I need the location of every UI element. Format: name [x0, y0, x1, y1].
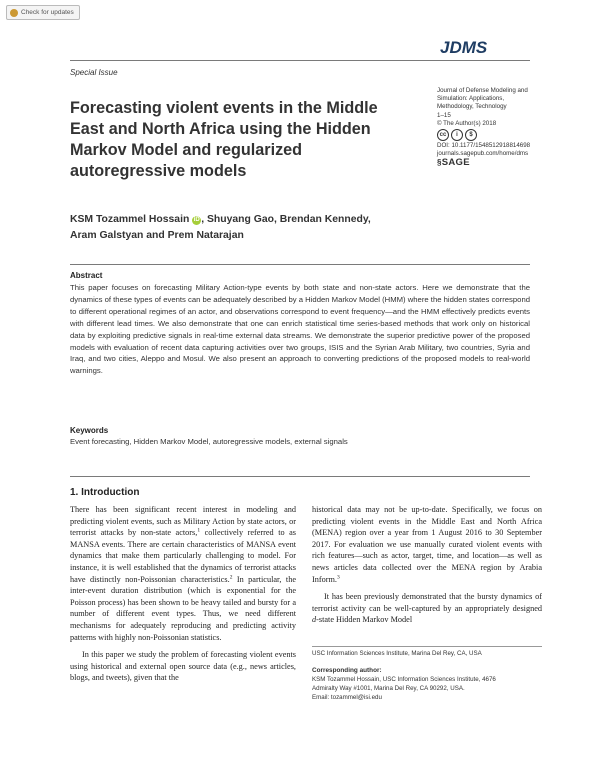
copyright: © The Author(s) 2018 [437, 119, 497, 127]
page-range: 1–15 [437, 111, 451, 119]
corresponding-author-details [312, 676, 544, 702]
special-issue-label: Special Issue [70, 68, 118, 77]
creative-commons-icons [437, 129, 477, 141]
corresponding-author-line: KSM Tozammel Hossain, USC Information Sciences Institute, 4676 [312, 676, 496, 683]
corresponding-author-email[interactable]: Email: tozammel@isi.edu [312, 693, 382, 701]
section-heading: 1. Introduction [70, 487, 140, 498]
corresponding-author-heading: Corresponding author: [312, 667, 382, 674]
reference-marker[interactable]: 2 [229, 573, 233, 580]
paragraph [312, 591, 542, 626]
orcid-icon[interactable]: iD [193, 217, 200, 223]
paragraph-text: In particular, the inter-event duration distribution (which is exponential for the Poisson process) has been shown to be heavy tailed and bursty for a number of different event types. Thus, we need different mechanisms for adequately reproducing and predicting activity patterns with highly non-Poissonian statistics. [70, 574, 297, 642]
body-column-left [70, 504, 296, 684]
math-variable: d [312, 615, 317, 625]
journal-metadata [437, 87, 547, 168]
paragraph-text: It has been previously demonstrated that the bursty dynamics of terrorist activity can be well-captured by an appropriately designed [312, 592, 542, 613]
paragraph-text: -state Hidden Markov Model [316, 615, 413, 625]
abstract-divider [70, 264, 530, 265]
paragraph [312, 504, 542, 585]
corresponding-author-line: Admiralty Way #1001, Marina Del Rey, CA 90292, USA. [312, 684, 465, 692]
update-check-icon [10, 9, 18, 17]
abstract-text: This paper focuses on forecasting Military Action-type events by both state and non-state actors. Here we demonstrate that the dynamics of these types of events can be adequately described by a Hidden Markov Model (HMM) where the hidden states correspond to different operational regimes of an actor, and observations correspond to event frequency—and the HMM effectively predicts events with different lead times. We also demonstrate that one can enrich statistical time series-based methods that work only on historical data by exploiting predictive signals in real-time external data streams. We demonstrate the superior predictive power of the proposed models with evaluation of recent data capturing activities over two groups, ISIS and the Syrian Arab Military, two countries, Syria and Iraq, and two cities, Aleppo and Mosul. We also present an approach to converting predictions of the proposed models to real-world warnings. [70, 283, 530, 376]
sage-logo [437, 159, 547, 167]
paragraph-text: collectively referred to as MANSA events. There are certain characteristics of MANSA event dynamics that make them particularly challenging to model. For instance, it is well established that the dynamics of terrorist attacks have distinctly non-Poissonian characteristics. [70, 528, 296, 584]
affiliation: USC Information Sciences Institute, Marina Del Rey, CA, USA [312, 650, 482, 657]
author-names-line2: Aram Galstyan and Prem Natarajan [70, 230, 244, 241]
journal-name-line: Simulation: Applications, [437, 95, 505, 103]
journal-logo: JDMS [440, 38, 488, 57]
publisher-name: SAGE [441, 157, 470, 169]
check-for-updates-label: Check for updates [21, 9, 74, 16]
header-divider [70, 60, 530, 61]
paragraph [70, 504, 296, 643]
article-title: Forecasting violent events in the Middle East and North Africa using the Hidden Markov Model and regularized autoregressive models [70, 99, 378, 180]
abstract-heading: Abstract [70, 271, 103, 280]
attribution-icon: i [451, 129, 463, 141]
journal-name-line: Journal of Defense Modeling and [437, 87, 528, 94]
section-divider [70, 476, 530, 477]
paragraph: In this paper we study the problem of forecasting violent events using historical and external open source data (e.g., news articles, blogs, and tweets), given that the [70, 650, 296, 683]
author-list [70, 212, 440, 244]
paragraph-text: There has been significant recent interest in modeling and predicting violent events, such as Military Action by state actors, or terrorist attacks by non-state actors, [70, 505, 296, 538]
cc-icon: cc [437, 129, 449, 141]
author-name: KSM Tozammel Hossain [70, 214, 190, 225]
reference-marker[interactable]: 3 [336, 573, 340, 580]
noncommercial-icon: $ [465, 129, 477, 141]
paragraph-text: historical data may not be up-to-date. Specifically, we focus on predicting violent events in the Middle East and North Africa (MENA) region over a year from 1 August 2016 to 30 September 2017. For evaluation we use manually curated violent events with rich features—such as actor, target, time, and location—as well as news articles data collected over the MENA region by Arabia Inform. [312, 505, 542, 584]
journal-url[interactable]: journals.sagepub.com/home/dms [437, 150, 529, 158]
check-for-updates-button[interactable] [6, 5, 80, 20]
keywords-heading: Keywords [70, 426, 109, 435]
body-column-right [312, 504, 542, 626]
doi[interactable]: DOI: 10.1177/1548512918814698 [437, 142, 531, 150]
journal-name-line: Methodology, Technology [437, 103, 507, 111]
sage-mark-icon: § [437, 158, 442, 168]
keywords-text: Event forecasting, Hidden Markov Model, autoregressive models, external signals [70, 437, 348, 446]
footnote-divider [312, 646, 542, 647]
reference-marker[interactable]: 1 [197, 527, 201, 534]
author-names-rest: , Shuyang Gao, Brendan Kennedy, [201, 214, 371, 225]
